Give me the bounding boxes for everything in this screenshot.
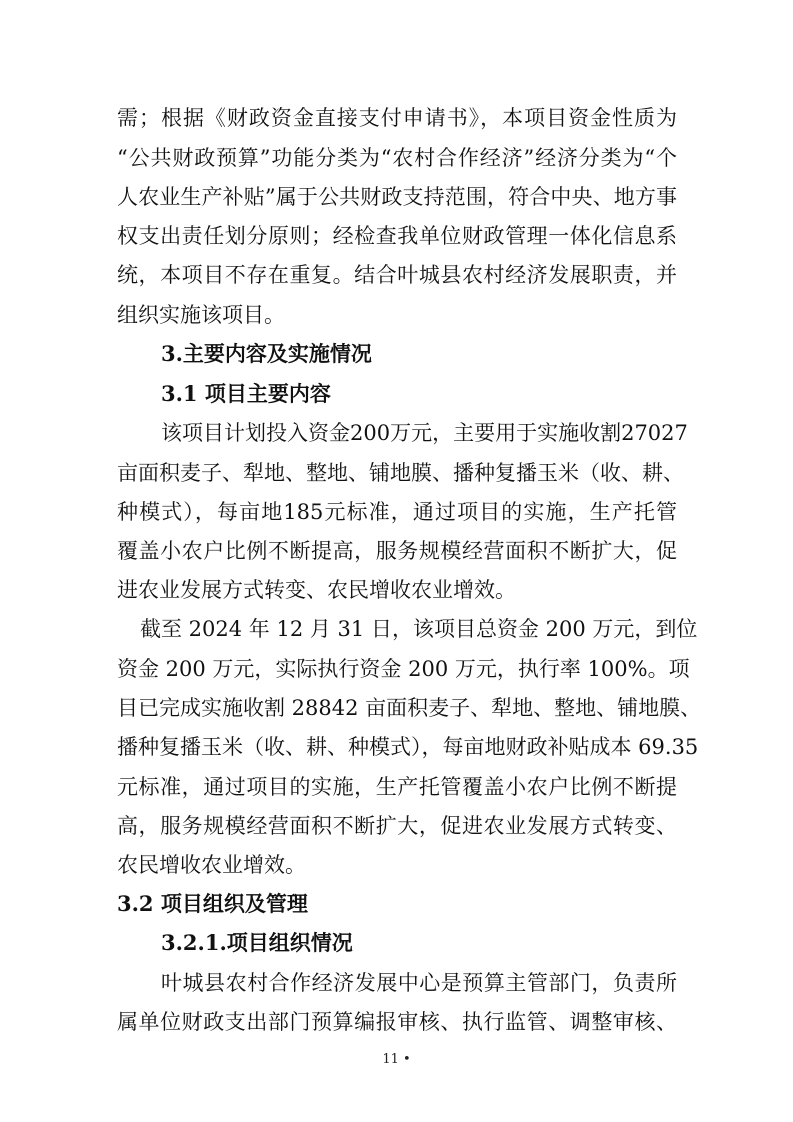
text-line: 组织实施该项目。: [117, 303, 285, 327]
text-line: 截至 2024 年 12 月 31 日，该项目总资金 200 万元，到位: [140, 617, 698, 641]
section-heading-3: 3.主要内容及实施情况: [161, 341, 372, 366]
text-line: “公共财政预算”功能分类为“农村合作经济”经济分类为“个: [117, 146, 677, 170]
text-line: 亩面积麦子、犁地、整地、铺地膜、播种复播玉米（收、耕、: [117, 461, 684, 485]
text-line: 统，本项目不存在重复。结合叶城县农村经济发展职责，并: [117, 263, 677, 287]
text-line: 进农业发展方式转变、农民增收农业增效。: [117, 578, 516, 602]
text-line: 高，服务规模经营面积不断扩大，促进农业发展方式转变、: [117, 814, 677, 838]
text-line: 权支出责任划分原则；经检查我单位财政管理一体化信息系: [117, 224, 677, 248]
text-line: 人农业生产补贴”属于公共财政支持范围，符合中央、地方事: [117, 185, 677, 209]
text-line: 属单位财政支出部门预算编报审核、执行监管、调整审核、: [117, 1010, 677, 1034]
text-line: 需；根据《财政资金直接支付申请书》，本项目资金性质为: [117, 106, 677, 130]
page-number: 11 •: [382, 1052, 411, 1067]
text-line: 覆盖小农户比例不断提高，服务规模经营面积不断扩大，促: [117, 539, 677, 563]
text-line: 目已完成实施收割 28842 亩面积麦子、犁地、整地、铺地膜、: [117, 696, 702, 720]
text-line: 种模式），每亩地185元标准，通过项目的实施，生产托管: [117, 500, 677, 524]
text-line: 播种复播玉米（收、耕、种模式），每亩地财政补贴成本 69.35: [117, 735, 699, 759]
section-heading-3-1: 3.1 项目主要内容: [161, 381, 331, 406]
text-line: 元标准，通过项目的实施，生产托管覆盖小农户比例不断提: [117, 775, 677, 799]
text-line: 农民增收农业增效。: [117, 853, 306, 877]
text-line: 叶城县农村合作经济发展中心是预算主管部门，负责所: [161, 971, 677, 995]
text-line: 该项目计划投入资金200万元，主要用于实施收割27027: [161, 421, 688, 445]
section-heading-3-2-1: 3.2.1.项目组织情况: [161, 930, 353, 955]
text-line: 资金 200 万元，实际执行资金 200 万元，执行率 100%。项: [117, 657, 690, 681]
section-heading-3-2: 3.2 项目组织及管理: [117, 891, 308, 916]
